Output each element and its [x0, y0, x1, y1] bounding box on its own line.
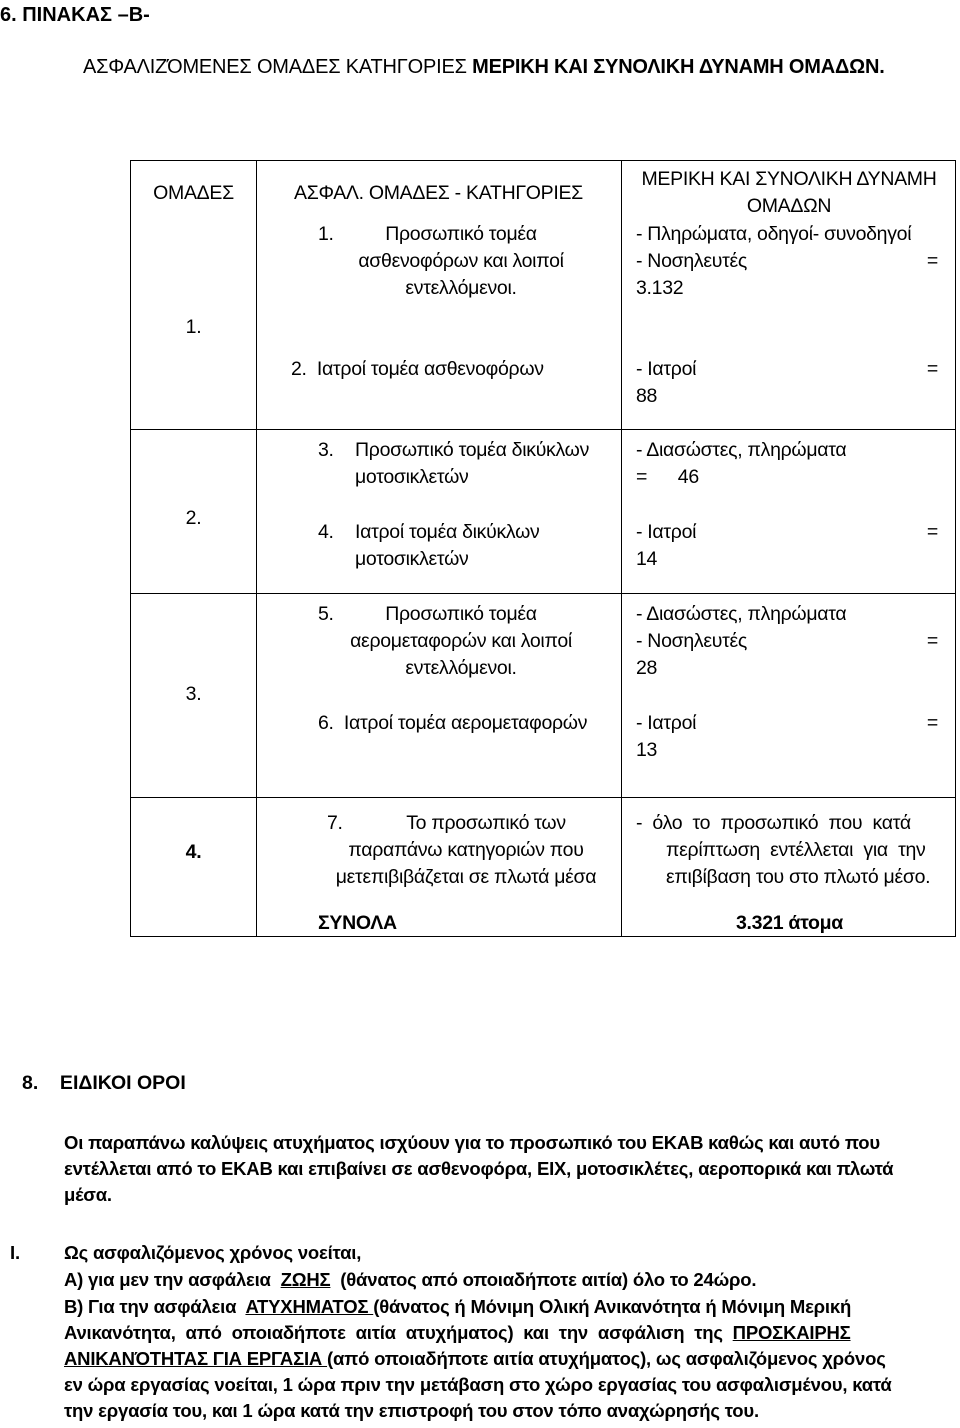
row-1-str-line-1: - Πληρώματα, οδηγοί- συνοδηγοί	[636, 223, 912, 245]
para-line-2: εντέλλεται από το ΕΚΑΒ και επιβαίνει σε ασθενοφόρα, ΕΙΧ, μοτοσικλέτες, αεροπορικά και πλωτά	[64, 1158, 894, 1179]
row-7-str-line-1: - όλο το προσωπικό που κατά	[636, 812, 911, 834]
special-terms-heading: 8. ΕΙΔΙΚΟΙ ΟΡΟΙ	[22, 1072, 186, 1094]
row-3-str-value: = 46	[636, 466, 699, 488]
row-divider-2	[131, 593, 955, 594]
row-5-cat-line-3: εντελλόμενοι.	[405, 657, 517, 679]
item-A-mid: (θάνατος από οποιαδήποτε αιτία	[330, 1269, 622, 1290]
row-7-category	[321, 810, 611, 891]
row-5-str-label: - Νοσηλευτές	[636, 630, 748, 652]
row-4-str-value: 14	[636, 548, 658, 570]
row-6-str-eq: =	[926, 712, 938, 734]
row-6-str-line-1	[636, 710, 938, 737]
totals-label: ΣΥΝΟΛΑ	[318, 912, 397, 934]
header-categories: ΑΣΦΑΛ. ΟΜΑΔΕΣ - ΚΑΤΗΓΟΡΙΕΣ	[294, 182, 583, 204]
item-B-line-1	[64, 1294, 944, 1320]
row-5-str-line-1: - Διασώστες, πληρώματα	[636, 603, 847, 625]
group-1: 1.	[185, 316, 202, 338]
row-2-num: 2.	[291, 358, 307, 380]
row-2-str-eq: =	[926, 358, 938, 380]
item-B-l3-post: (από οποιαδήποτε αιτία ατυχήματος), ως ασφαλιζόμενος χρόνος	[327, 1348, 886, 1369]
row-7-cat-line-2: παραπάνω κατηγοριών που	[348, 839, 584, 861]
row-6-cat-line-1: Ιατροί τομέα αερομεταφορών	[343, 712, 588, 734]
row-6-category	[318, 710, 587, 737]
row-4-category	[355, 519, 539, 573]
item-B-l1-post: (θάνατος ή Μόνιμη Ολική Ανικανότητα ή Μόνιμη Μερική	[373, 1296, 852, 1317]
para-line-3: μέσα.	[64, 1184, 112, 1205]
header-strength-line2: ΟΜΑΔΩΝ	[746, 195, 832, 217]
row-1-str-line-2	[636, 248, 938, 275]
row-3-cat-line-2: μοτοσικλετών	[355, 466, 469, 488]
table-subtitle	[83, 56, 885, 79]
row-7-str-line-2: περίπτωση εντέλλεται για την	[666, 839, 926, 861]
group-2: 2.	[185, 507, 202, 529]
group-3: 3.	[185, 683, 202, 705]
item-A	[64, 1267, 756, 1293]
row-1-cat-line-2: ασθενοφόρων και λοιποί	[358, 250, 564, 272]
row-4-strength	[636, 519, 938, 573]
row-7-str-line-3: επιβίβαση του στο πλωτό μέσο.	[666, 866, 931, 888]
row-2-str-value: 88	[636, 385, 658, 407]
totals-value: 3.321 άτομα	[736, 912, 843, 934]
row-1-num: 1.	[318, 223, 334, 245]
item-A-paren: )	[621, 1269, 628, 1290]
row-1-cat-line-3: εντελλόμενοι.	[405, 277, 517, 299]
row-6-strength	[636, 710, 938, 764]
row-5-strength	[636, 601, 938, 682]
item-B-l1-pre: Β) Για την ασφάλεια	[64, 1296, 246, 1317]
col-divider-2	[621, 161, 622, 936]
para-line-1: Οι παραπάνω καλύψεις ατυχήματος ισχύουν για το προσωπικό του ΕΚΑΒ καθώς και αυτό που	[64, 1132, 880, 1153]
row-4-str-eq: =	[926, 521, 938, 543]
row-4-num: 4.	[318, 521, 334, 543]
row-3-str-line-1: - Διασώστες, πληρώματα	[636, 439, 847, 461]
special-terms-paragraph	[64, 1130, 944, 1208]
row-3-strength	[636, 437, 938, 491]
item-B-l2-pre: Ανικανότητα, από οποιαδήποτε αιτία ατυχήματος) και την ασφάλιση της	[64, 1322, 733, 1343]
row-2-strength	[636, 356, 938, 410]
row-divider-1	[131, 429, 955, 430]
row-2-cat-line-1: Ιατροί τομέα ασθενοφόρων	[316, 358, 544, 380]
row-5-cat-line-2: αερομεταφορών και λοιποί	[350, 630, 572, 652]
item-A-post: όλο το 24ώρο.	[627, 1269, 757, 1290]
row-3-cat-line-1: Προσωπικό τομέα δικύκλων	[355, 439, 590, 461]
row-1-str-line-2-label: - Νοσηλευτές	[636, 250, 748, 272]
item-B-line-5: την εργασία του, και 1 ώρα κατά την επιστροφή του στον τόπο αναχώρησής του.	[64, 1400, 759, 1421]
row-1-category	[331, 221, 591, 302]
row-5-num: 5.	[318, 603, 334, 625]
row-1-str-value: 3.132	[636, 277, 684, 299]
header-groups: ΟΜΑΔΕΣ	[153, 182, 234, 204]
item-B	[64, 1294, 944, 1424]
row-2-str-line-1	[636, 356, 938, 383]
groups-table	[130, 160, 956, 937]
item-B-line-3	[64, 1346, 944, 1372]
row-2-str-label: - Ιατροί	[636, 358, 697, 380]
col-divider-1	[256, 161, 257, 936]
item-I-marker: Ι.	[10, 1242, 20, 1263]
item-B-accident: ΑΤΥΧΗΜΑΤΟΣ	[245, 1296, 374, 1317]
row-2-category	[291, 356, 544, 383]
row-7-strength	[636, 810, 942, 891]
row-1-strength	[636, 221, 938, 302]
row-3-category	[355, 437, 589, 491]
item-A-pre: Α) για μεν την ασφάλεια	[64, 1269, 281, 1290]
row-1-str-line-2-eq: =	[926, 250, 938, 272]
subtitle-normal: ΑΣΦΑΛΙΖΌΜΕΝΕΣ ΟΜΑΔΕΣ ΚΑΤΗΓΟΡΙΕΣ	[83, 56, 473, 78]
section-heading: 6. ΠΙΝΑΚΑΣ –Β-	[0, 4, 150, 26]
item-A-life: ΖΩΗΣ	[280, 1269, 331, 1290]
header-strength	[621, 166, 957, 220]
row-5-cat-line-1: Προσωπικό τομέα	[385, 603, 537, 625]
row-4-cat-line-1: Ιατροί τομέα δικύκλων	[355, 521, 540, 543]
row-6-num: 6.	[318, 712, 334, 734]
row-7-cat-line-1: Το προσωπικό των	[406, 812, 566, 834]
item-B-temporary: ΠΡΟΣΚΑΙΡΗΣ	[732, 1322, 851, 1343]
group-4: 4.	[185, 841, 202, 863]
subtitle-bold: ΜΕΡΙΚΗ ΚΑΙ ΣΥΝΟΛΙΚΗ ΔΥΝΑΜΗ ΟΜΑΔΩΝ.	[472, 56, 885, 78]
row-5-category	[331, 601, 591, 682]
row-divider-3	[131, 797, 955, 798]
row-1-cat-line-1: Προσωπικό τομέα	[385, 223, 537, 245]
row-6-str-label: - Ιατροί	[636, 712, 697, 734]
item-B-line-2	[64, 1320, 944, 1346]
header-strength-line1: ΜΕΡΙΚΗ ΚΑΙ ΣΥΝΟΛΙΚΗ ΔΥΝΑΜΗ	[641, 168, 937, 190]
item-B-line-4: εν ώρα εργασίας νοείται, 1 ώρα πριν την μετάβαση στο χώρο εργασίας του ασφαλισμένου, κατά	[64, 1374, 892, 1395]
row-4-cat-line-2: μοτοσικλετών	[355, 548, 469, 570]
item-I-text: Ως ασφαλιζόμενος χρόνος νοείται,	[64, 1242, 362, 1263]
item-B-incapacity: ΑΝΙΚΑΝΌΤΗΤΑΣ ΓΙΑ ΕΡΓΑΣΙΑ	[64, 1348, 328, 1369]
row-4-str-line-1	[636, 519, 938, 546]
row-5-str-eq: =	[926, 630, 938, 652]
row-7-num: 7.	[327, 812, 343, 834]
row-3-num: 3.	[318, 439, 334, 461]
row-7-cat-line-3: μετεπιβιβάζεται σε πλωτά μέσα	[335, 866, 597, 888]
row-6-str-value: 13	[636, 739, 658, 761]
row-5-str-line-2	[636, 628, 938, 655]
row-5-str-value: 28	[636, 657, 658, 679]
row-4-str-label: - Ιατροί	[636, 521, 697, 543]
